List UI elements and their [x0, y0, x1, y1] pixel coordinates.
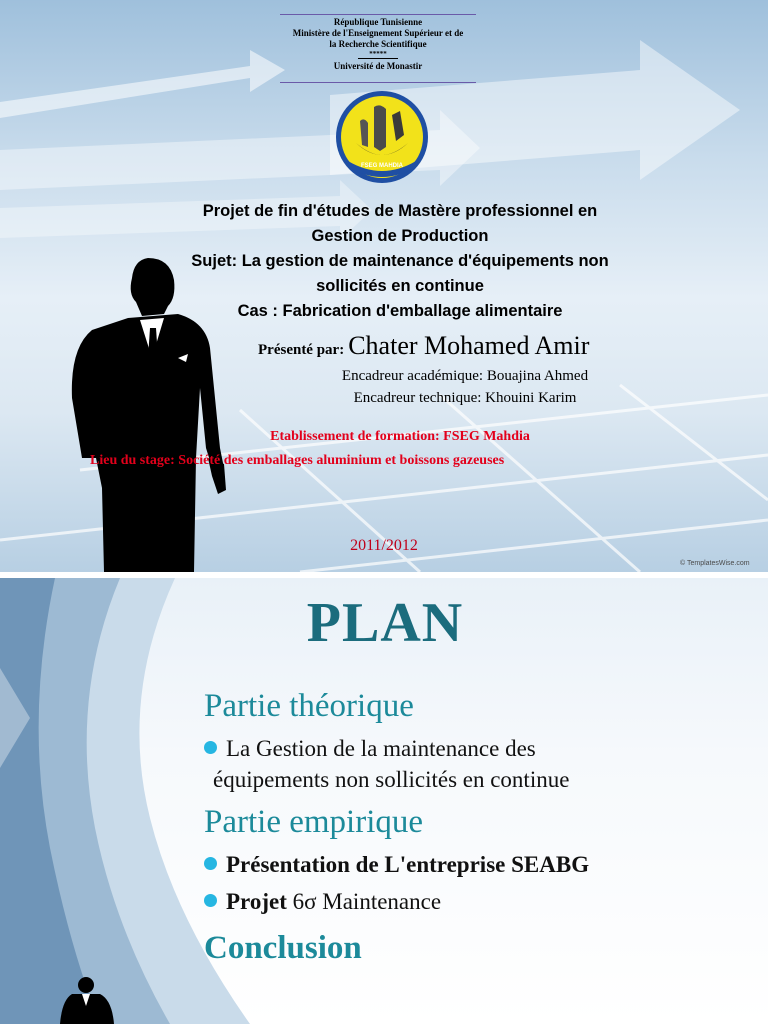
- businessman-silhouette-small: [58, 976, 118, 1024]
- logo-icon: [334, 89, 430, 185]
- bullet-icon: [204, 857, 217, 870]
- bullet-icon: [204, 894, 217, 907]
- presenter-name: Chater Mohamed Amir: [348, 331, 590, 360]
- bullet-text: Présentation de L'entreprise SEABG: [226, 852, 590, 877]
- project-title: [150, 199, 650, 324]
- bullet-text: 6σ Maintenance: [286, 889, 442, 914]
- bullet-line: [204, 733, 724, 764]
- title-line: sollicités en continue: [316, 277, 484, 295]
- theory-bullet: [204, 733, 724, 795]
- fseg-logo: [334, 89, 430, 185]
- empirical-bullet-1: [204, 849, 744, 880]
- title-line: Sujet: La gestion de maintenance d'équipements non: [191, 252, 609, 270]
- supervisors: [300, 365, 630, 409]
- plan-slide: [0, 578, 768, 1024]
- bullet-icon: [204, 741, 217, 754]
- academic-supervisor: Encadreur académique: Bouajina Ahmed: [341, 368, 589, 384]
- section-heading-conclusion: Conclusion: [204, 930, 362, 966]
- header-line: République Tunisienne: [333, 17, 423, 27]
- empirical-bullet-2: [204, 886, 744, 917]
- section-heading-theory: Partie théorique: [204, 688, 414, 724]
- internship-place: Lieu du stage: Société des emballages aluminium et boissons gazeuses: [90, 453, 505, 468]
- academic-year: 2011/2012: [350, 537, 418, 554]
- logo-text: FSEG MAHDIA: [361, 163, 403, 169]
- training-institution: Etablissement de formation: FSEG Mahdia: [270, 429, 530, 444]
- technical-supervisor: Encadreur technique: Khouini Karim: [353, 390, 577, 406]
- header-line: Ministère de l'Enseignement Supérieur et de: [292, 28, 464, 38]
- plan-title: PLAN: [306, 592, 464, 654]
- header-stars: *****: [369, 50, 387, 58]
- header-rule-top: [280, 14, 476, 15]
- template-credit: © TemplatesWise.com: [680, 560, 750, 567]
- bullet-text: La Gestion de la maintenance des: [226, 736, 536, 761]
- presenter-line: [258, 331, 718, 361]
- presenter-label: Présenté par:: [258, 342, 345, 358]
- bullet-text-bold: Projet: [226, 889, 287, 914]
- title-line: Gestion de Production: [311, 227, 489, 245]
- university-header: [260, 17, 496, 72]
- header-rule-bottom: [280, 82, 476, 83]
- header-line: Université de Monastir: [333, 61, 423, 71]
- bullet-line-continued: équipements non sollicités en continue: [213, 767, 570, 792]
- section-heading-empirical: Partie empirique: [204, 804, 424, 840]
- arrow-shape: [0, 50, 285, 118]
- header-line: la Recherche Scientifique: [329, 39, 427, 49]
- title-line: Projet de fin d'études de Mastère professionnel en: [202, 202, 598, 220]
- title-line: Cas : Fabrication d'emballage alimentaire: [237, 302, 563, 320]
